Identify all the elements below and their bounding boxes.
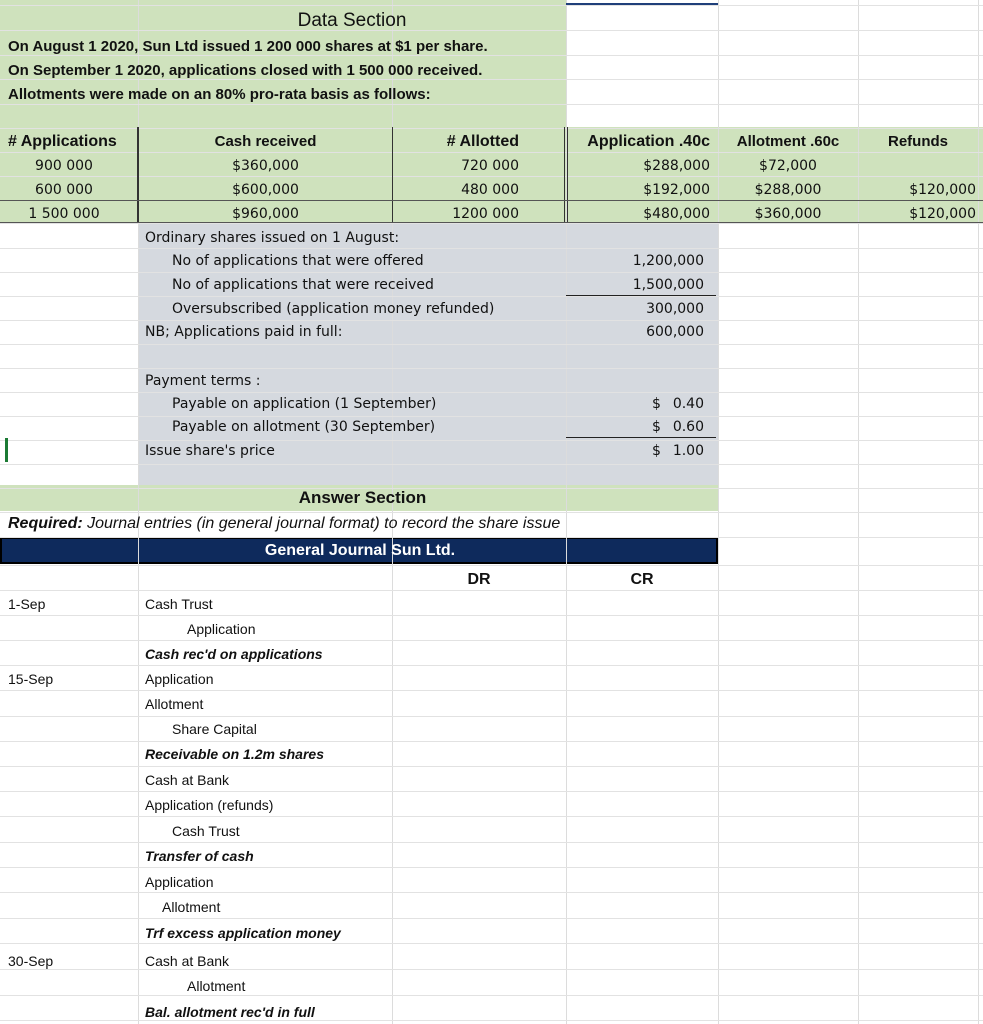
note-over-label: Oversubscribed (application money refunded) <box>172 301 495 317</box>
note-terms: Payment terms : <box>145 373 261 389</box>
note-app-label: Payable on application (1 September) <box>172 396 437 412</box>
header-refunds: Refunds <box>888 133 948 150</box>
table-cell-application: $192,000 <box>643 182 710 198</box>
note-offered-value: 1,200,000 <box>632 253 704 269</box>
grid-row-line <box>0 464 983 465</box>
grid-row-line <box>0 5 983 6</box>
grid-row-line <box>0 440 983 441</box>
journal-narration: Bal. allotment rec'd in full <box>145 1004 315 1020</box>
header-allotted: # Allotted <box>446 133 519 150</box>
note-ordinary: Ordinary shares issued on 1 August: <box>145 230 400 246</box>
journal-date: 30-Sep <box>8 953 54 969</box>
grid-row-line <box>0 766 983 767</box>
grid-row-line <box>0 296 983 297</box>
grid-row-line <box>0 128 983 129</box>
grid-row-line <box>0 665 983 666</box>
note-allot-dollar: $ <box>652 419 661 435</box>
grid-row-line <box>0 590 983 591</box>
grid-row-line <box>0 943 983 944</box>
header-allotment: Allotment .60c <box>736 133 840 150</box>
table-cell-refunds: $120,000 <box>909 206 976 222</box>
journal-date: 1-Sep <box>8 596 46 612</box>
table-cell-refunds: $120,000 <box>909 182 976 198</box>
grid-row-line <box>0 565 983 566</box>
note-over-value: 300,000 <box>646 301 704 317</box>
grid-row-line <box>0 512 983 513</box>
answer-section-title: Answer Section <box>298 488 427 507</box>
header-applications: # Applications <box>8 133 117 150</box>
table-cell-allotted: 720 000 <box>461 158 519 174</box>
note-allot-value: 0.60 <box>672 419 704 435</box>
journal-narration: Receivable on 1.2m shares <box>145 746 324 762</box>
journal-account: Cash at Bank <box>145 772 230 788</box>
journal-narration: Transfer of cash <box>145 848 254 864</box>
active-cell-marker <box>5 438 8 462</box>
journal-narration: Cash rec'd on applications <box>145 646 323 662</box>
grid-row-line <box>0 392 983 393</box>
journal-account: Application <box>145 874 214 890</box>
note-app-value: 0.40 <box>672 396 704 412</box>
table-cell-allotment: $360,000 <box>754 206 822 222</box>
table-cell-application: $480,000 <box>643 206 710 222</box>
grid-row-line <box>0 615 983 616</box>
note-issue-label: Issue share's price <box>145 443 275 459</box>
grid-row-line <box>0 918 983 919</box>
grid-row-line <box>0 104 983 105</box>
note-allot-label: Payable on allotment (30 September) <box>172 419 436 435</box>
journal-account: Application <box>145 671 214 687</box>
table-cell-cash-received: $600,000 <box>232 182 299 198</box>
required-label: Required: <box>8 515 83 532</box>
note-nb-label: NB; Applications paid in full: <box>145 324 343 340</box>
grid-row-line <box>0 320 983 321</box>
grid-row-line <box>0 892 983 893</box>
grid-row-line <box>0 248 983 249</box>
grid-row-line <box>0 152 983 153</box>
table-total-line <box>0 200 983 201</box>
journal-account: Cash Trust <box>145 596 213 612</box>
grid-row-line <box>0 995 983 996</box>
required-text: Journal entries (in general journal format) to record the share issue <box>82 515 561 532</box>
note-app-dollar: $ <box>652 396 661 412</box>
journal-account: Allotment <box>187 978 246 994</box>
table-cell-allotted: 1200 000 <box>452 206 519 222</box>
note-offered-label: No of applications that were offered <box>172 253 424 269</box>
grid-row-line <box>0 791 983 792</box>
grid-row-line <box>0 176 983 177</box>
journal-account: Allotment <box>162 899 221 915</box>
data-line-1: On August 1 2020, Sun Ltd issued 1 200 000 shares at $1 per share. <box>8 38 488 55</box>
grid-row-line <box>0 416 983 417</box>
journal-title: General Journal Sun Ltd. <box>264 542 456 559</box>
journal-date: 15-Sep <box>8 671 54 687</box>
grid-row-line <box>0 368 983 369</box>
journal-account: Allotment <box>145 696 204 712</box>
cr-header: CR <box>630 571 654 588</box>
header-cash-received: Cash received <box>214 133 317 150</box>
header-application: Application .40c <box>587 133 710 150</box>
note-issue-value: 1.00 <box>672 443 704 459</box>
grid-row-line <box>0 867 983 868</box>
table-cell-allotted: 480 000 <box>461 182 519 198</box>
journal-account: Cash at Bank <box>145 953 230 969</box>
dr-header: DR <box>467 571 491 588</box>
data-line-3: Allotments were made on an 80% pro-rata basis as follows: <box>8 86 431 103</box>
note-received-value: 1,500,000 <box>632 277 704 293</box>
grid-row-line <box>0 272 983 273</box>
top-border <box>566 3 718 5</box>
table-cell-allotment: $288,000 <box>754 182 822 198</box>
journal-narration: Trf excess application money <box>145 925 341 941</box>
note-nb-value: 600,000 <box>646 324 704 340</box>
journal-account: Application <box>187 621 256 637</box>
grid-row-line <box>0 223 983 224</box>
journal-account: Application (refunds) <box>145 797 274 813</box>
grid-row-line <box>0 690 983 691</box>
table-cell-applications: 1 500 000 <box>28 206 100 222</box>
data-line-2: On September 1 2020, applications closed with 1 500 000 received. <box>8 62 483 79</box>
required-line <box>8 515 560 533</box>
grid-row-line <box>0 741 983 742</box>
journal-account: Cash Trust <box>172 823 240 839</box>
table-cell-application: $288,000 <box>643 158 710 174</box>
table-cell-applications: 900 000 <box>35 158 93 174</box>
table-cell-cash-received: $360,000 <box>232 158 299 174</box>
note-underline-2 <box>566 437 716 438</box>
note-underline-1 <box>566 295 716 296</box>
table-cell-applications: 600 000 <box>35 182 93 198</box>
grid-row-line <box>0 640 983 641</box>
grid-row-line <box>0 842 983 843</box>
grid-row-line <box>0 537 983 538</box>
grid-row-line <box>0 344 983 345</box>
grid-row-line <box>0 816 983 817</box>
journal-account: Share Capital <box>172 721 257 737</box>
table-cell-allotment: $72,000 <box>759 158 817 174</box>
data-section-title: Data Section <box>297 10 407 31</box>
table-cell-cash-received: $960,000 <box>232 206 299 222</box>
note-received-label: No of applications that were received <box>172 277 434 293</box>
grid-row-line <box>0 716 983 717</box>
note-issue-dollar: $ <box>652 443 661 459</box>
